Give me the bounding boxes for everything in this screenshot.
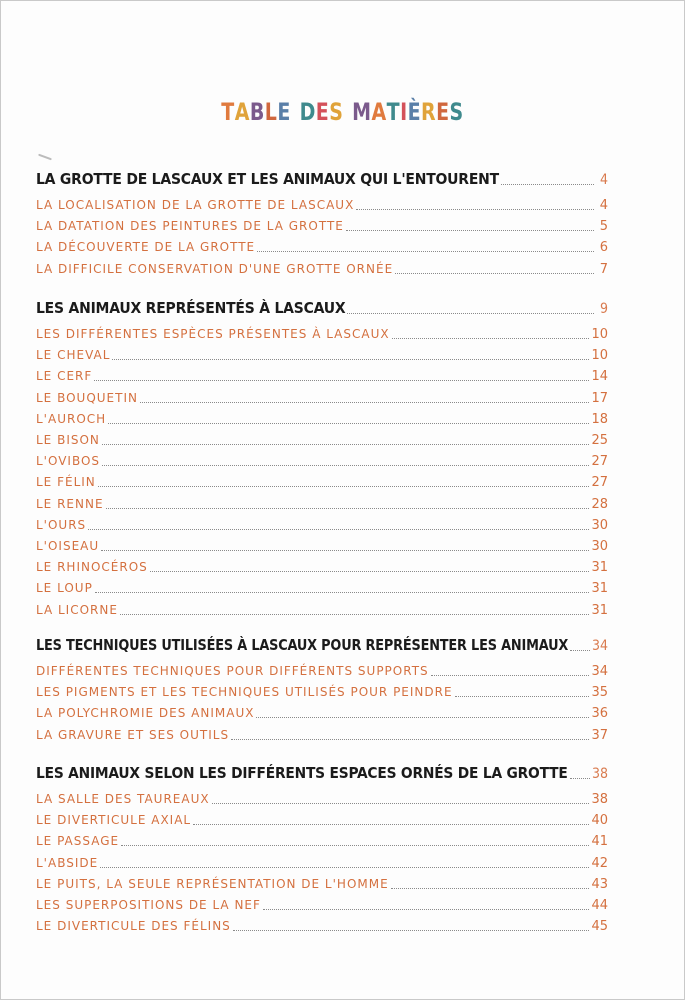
title-letter: R xyxy=(421,98,437,127)
toc-entry-page-number: 27 xyxy=(591,475,608,491)
toc-entry-page-number: 31 xyxy=(591,581,608,597)
dot-leader xyxy=(501,184,594,185)
dot-leader xyxy=(102,465,589,466)
title-letter: A xyxy=(234,98,250,127)
toc-entry-page-number: 41 xyxy=(591,834,608,850)
dot-leader xyxy=(392,338,590,339)
toc-entry-page-number: 30 xyxy=(591,539,608,554)
title-letter: E xyxy=(436,98,450,127)
toc-entry-label: LE PASSAGE xyxy=(36,834,120,849)
title-letter: S xyxy=(329,98,344,127)
toc-entry-page-number: 35 xyxy=(591,685,608,701)
toc-entry-page-number: 45 xyxy=(591,919,608,935)
toc-entry-label: LA DIFFICILE CONSERVATION D'UNE GROTTE ORNÉE xyxy=(36,261,394,276)
chapter-heading-label: LES ANIMAUX REPRÉSENTÉS À LASCAUX xyxy=(36,299,346,317)
dot-leader xyxy=(108,423,589,424)
toc-entry-page-number: 4 xyxy=(599,198,608,213)
title-letter: T xyxy=(221,98,235,127)
title-letter: M xyxy=(352,98,372,127)
title-letter: E xyxy=(277,98,291,127)
toc-entry[interactable] xyxy=(36,412,608,427)
title-letter: I xyxy=(400,98,408,127)
toc-entry-label: LA GRAVURE ET SES OUTILS xyxy=(36,727,230,742)
chapter-heading-page-number: 9 xyxy=(599,301,608,317)
toc-entry-label: LE RHINOCÉROS xyxy=(36,560,148,575)
dot-leader xyxy=(346,230,594,231)
dot-leader xyxy=(257,251,594,252)
toc-entry-page-number: 37 xyxy=(591,727,608,743)
toc-entry-label: LE CERF xyxy=(36,369,93,384)
toc-entry-label: LES DIFFÉRENTES ESPÈCES PRÉSENTES À LASCAUX xyxy=(36,327,390,341)
toc-entry-label: LE BISON xyxy=(36,433,100,447)
dot-leader xyxy=(356,209,594,210)
toc-entry[interactable] xyxy=(36,539,608,554)
dot-leader xyxy=(347,313,594,314)
chapter-heading-label: LES ANIMAUX SELON LES DIFFÉRENTS ESPACES ORNÉS DE LA GROTTE xyxy=(36,764,568,782)
toc-entry[interactable] xyxy=(36,664,608,679)
toc-entry[interactable] xyxy=(36,198,608,213)
toc-entry[interactable] xyxy=(36,560,608,575)
chapter-heading[interactable] xyxy=(36,299,608,317)
toc-entry-page-number: 10 xyxy=(591,348,608,364)
toc-entry-label: LA SALLE DES TAUREAUX xyxy=(36,792,210,806)
dot-leader xyxy=(94,380,589,381)
dot-leader xyxy=(95,592,590,593)
dot-leader xyxy=(233,930,590,931)
dot-leader xyxy=(150,571,590,572)
toc-entry-page-number: 5 xyxy=(599,219,608,235)
dot-leader xyxy=(455,696,590,697)
dot-leader xyxy=(101,550,589,551)
toc-entry-page-number: 30 xyxy=(591,517,608,533)
toc-entry-label: L'AUROCH xyxy=(36,411,107,426)
dot-leader xyxy=(100,867,589,868)
dot-leader xyxy=(391,888,590,889)
dot-leader xyxy=(263,909,590,910)
title-letter: E xyxy=(315,98,330,127)
toc-entry-label: LE DIVERTICULE AXIAL xyxy=(36,813,192,828)
toc-entry[interactable] xyxy=(36,856,608,871)
toc-entry-label: L'OURS xyxy=(36,517,87,532)
title-letter: A xyxy=(371,98,387,127)
dot-leader xyxy=(140,402,589,403)
toc-entry-page-number: 10 xyxy=(591,327,608,342)
toc-entry[interactable] xyxy=(36,240,608,255)
title-letter: È xyxy=(407,98,422,127)
toc-entry[interactable] xyxy=(36,327,608,342)
toc-entry-page-number: 27 xyxy=(591,454,608,470)
dot-leader xyxy=(121,845,589,846)
toc-entry[interactable] xyxy=(36,454,608,469)
toc-entry[interactable] xyxy=(36,603,608,618)
title-letter: S xyxy=(449,98,464,127)
toc-entry-page-number: 17 xyxy=(591,390,608,406)
dot-leader xyxy=(212,803,590,804)
chapter-heading-page-number: 38 xyxy=(591,766,608,782)
toc-entry-page-number: 31 xyxy=(591,602,608,618)
chapter-heading-label: LES TECHNIQUES UTILISÉES À LASCAUX POUR REPRÉSENTER LES ANIMAUX xyxy=(36,636,569,654)
toc-entry[interactable] xyxy=(36,433,608,448)
dot-leader xyxy=(570,650,590,651)
toc-entry[interactable] xyxy=(36,262,608,277)
page-title xyxy=(41,98,644,126)
dot-leader xyxy=(120,614,590,615)
toc-entry[interactable] xyxy=(36,497,608,512)
toc-entry-label: L'OISEAU xyxy=(36,539,100,553)
dot-leader xyxy=(88,529,589,530)
toc-entry[interactable] xyxy=(36,391,608,406)
toc-entry[interactable] xyxy=(36,219,608,234)
toc-entry-label: LE BOUQUETIN xyxy=(36,390,138,405)
toc-entry-page-number: 31 xyxy=(591,560,608,576)
toc-entry-page-number: 18 xyxy=(591,411,608,427)
chapter-heading-page-number: 34 xyxy=(591,638,608,654)
toc-entry[interactable] xyxy=(36,685,608,700)
toc-entry-label: LES SUPERPOSITIONS DE LA NEF xyxy=(36,898,261,912)
dot-leader xyxy=(106,508,590,509)
toc-entry[interactable] xyxy=(36,348,608,363)
toc-entry-label: LE PUITS, LA SEULE REPRÉSENTATION DE L'HOMME xyxy=(36,876,389,891)
toc-entry[interactable] xyxy=(36,919,608,934)
dot-leader xyxy=(570,778,590,779)
toc-entry-page-number: 28 xyxy=(591,496,608,512)
toc-entry[interactable] xyxy=(36,834,608,849)
toc-entry-label: LA LICORNE xyxy=(36,602,118,617)
toc-entry-label: LE LOUP xyxy=(36,581,93,596)
toc-entry-label: LA POLYCHROMIE DES ANIMAUX xyxy=(36,706,255,721)
chapter-heading[interactable] xyxy=(36,170,608,188)
toc-entry-label: LES PIGMENTS ET LES TECHNIQUES UTILISÉS POUR PEINDRE xyxy=(36,685,453,700)
toc-entry[interactable] xyxy=(36,728,608,743)
toc-entry-label: LA DATATION DES PEINTURES DE LA GROTTE xyxy=(36,219,344,234)
title-letter: D xyxy=(299,98,316,127)
toc-entry[interactable] xyxy=(36,706,608,721)
toc-entry-page-number: 36 xyxy=(591,706,608,722)
dot-leader xyxy=(193,824,589,825)
toc-entry-label: LA DÉCOUVERTE DE LA GROTTE xyxy=(36,240,256,255)
toc-entry[interactable] xyxy=(36,369,608,384)
toc-entry[interactable] xyxy=(36,475,608,490)
title-letter: B xyxy=(249,98,265,127)
dot-leader xyxy=(431,675,590,676)
toc-entry-page-number: 38 xyxy=(591,792,608,807)
toc-entry-label: DIFFÉRENTES TECHNIQUES POUR DIFFÉRENTS SUPPORTS xyxy=(36,664,429,678)
dot-leader xyxy=(231,739,589,740)
toc-entry-page-number: 43 xyxy=(591,876,608,892)
toc-entry-label: L'OVIBOS xyxy=(36,454,101,469)
chapter-heading-label: LA GROTTE DE LASCAUX ET LES ANIMAUX QUI L'ENTOURENT xyxy=(36,170,499,188)
title-letter: T xyxy=(386,98,401,127)
dot-leader xyxy=(102,444,590,445)
title-letter: L xyxy=(264,98,278,127)
toc-entry-page-number: 25 xyxy=(591,433,608,448)
toc-entry[interactable] xyxy=(36,813,608,828)
toc-entry[interactable] xyxy=(36,877,608,892)
dot-leader xyxy=(98,486,590,487)
toc-entry-label: L'ABSIDE xyxy=(36,855,99,870)
toc-entry[interactable] xyxy=(36,792,608,807)
toc-entry-page-number: 6 xyxy=(599,240,608,256)
toc-entry-label: LE CHEVAL xyxy=(36,348,111,363)
toc-entry-label: LE FÉLIN xyxy=(36,475,96,490)
dot-leader xyxy=(395,273,594,274)
dot-leader xyxy=(112,359,589,360)
chapter-heading[interactable] xyxy=(36,636,608,654)
toc-entry-page-number: 14 xyxy=(591,369,608,385)
toc-entry-page-number: 42 xyxy=(591,855,608,871)
toc-entry-label: LE DIVERTICULE DES FÉLINS xyxy=(36,919,231,934)
toc-entry[interactable] xyxy=(36,518,608,533)
chapter-heading-page-number: 4 xyxy=(599,172,608,188)
toc-entry[interactable] xyxy=(36,581,608,596)
toc-entry-label: LE RENNE xyxy=(36,496,104,511)
dot-leader xyxy=(256,717,589,718)
toc-entry-page-number: 40 xyxy=(591,813,608,829)
toc-entry-label: LA LOCALISATION DE LA GROTTE DE LASCAUX xyxy=(36,198,355,212)
chapter-heading[interactable] xyxy=(36,764,608,782)
toc-entry-page-number: 44 xyxy=(591,898,608,913)
toc-entry-page-number: 34 xyxy=(591,664,608,679)
toc-entry[interactable] xyxy=(36,898,608,913)
toc-entry-page-number: 7 xyxy=(599,261,608,277)
